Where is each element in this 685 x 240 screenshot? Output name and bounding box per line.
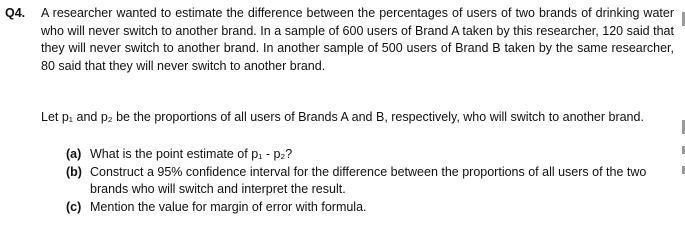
question-parts-list (66, 146, 674, 216)
question-paragraph-intro: A researcher wanted to estimate the difference between the percentages of users of two brands of drinking water who will never switch to another brand. In a sample of 600 users of Brand A taken by this researcher, 120 said that they will never switch to another brand. In another sample of 500 users of Brand B taken by the same researcher, 80 said that they will never switch to another brand. (41, 6, 674, 73)
question-part-b (66, 164, 674, 199)
question-paragraph-definition: Let p₁ and p₂ be the proportions of all users of Brands A and B, respectively, who will switch to another brand. (41, 110, 644, 124)
part-label: (a) (66, 147, 82, 161)
part-text: What is the point estimate of p₁ - p₂? (90, 147, 293, 161)
part-label: (c) (66, 199, 82, 214)
part-text: Mention the value for margin of error with formula. (90, 199, 367, 214)
question-part-a (66, 146, 674, 164)
question-part-c (66, 199, 674, 217)
question-number: Q4. (5, 6, 26, 20)
part-text: Construct a 95% confidence interval for the difference between the proportions of all users of the two brands who will switch and interpret the result. (90, 164, 647, 197)
part-label: (b) (66, 164, 82, 179)
